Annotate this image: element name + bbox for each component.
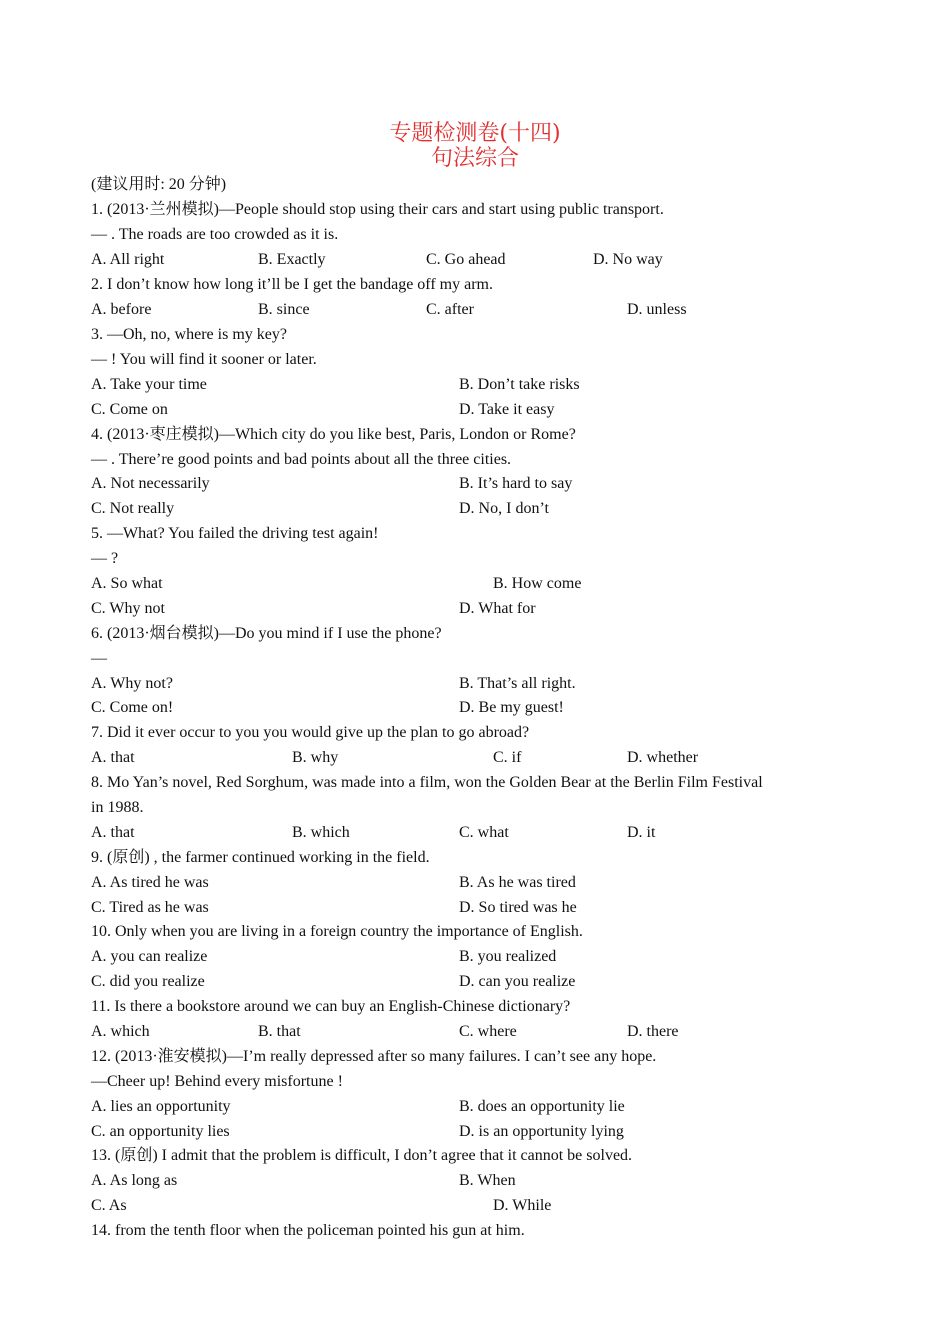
q9-option-d[interactable]: D. So tired was he bbox=[459, 899, 577, 916]
page-title: 专题检测卷(十四) bbox=[389, 121, 561, 146]
q7-option-b[interactable]: B. why bbox=[292, 749, 339, 766]
q11-option-d[interactable]: D. there bbox=[627, 1023, 679, 1040]
q10-option-a[interactable]: A. you can realize bbox=[91, 948, 208, 965]
q11-option-b[interactable]: B. that bbox=[258, 1023, 301, 1040]
q13-option-a[interactable]: A. As long as bbox=[91, 1172, 178, 1189]
q8-stem: 8. Mo Yan’s novel, Red Sorghum, was made into a film, won the Golden Bear at the Berlin Film Festival bbox=[91, 774, 763, 791]
q6-reply: — bbox=[91, 650, 107, 667]
q8-option-c[interactable]: C. what bbox=[459, 824, 509, 841]
q3-reply: — ! You will find it sooner or later. bbox=[91, 351, 317, 368]
q9-option-c[interactable]: C. Tired as he was bbox=[91, 899, 209, 916]
q8-option-b[interactable]: B. which bbox=[292, 824, 350, 841]
q2-stem: 2. I don’t know how long it’ll be I get the bandage off my arm. bbox=[91, 276, 493, 293]
q4-reply: — . There’re good points and bad points about all the three cities. bbox=[91, 451, 512, 468]
q4-option-c[interactable]: C. Not really bbox=[91, 500, 175, 517]
time-note: (建议用时: 20 分钟) bbox=[91, 176, 227, 193]
q4-option-b[interactable]: B. It’s hard to say bbox=[459, 475, 573, 492]
q12-stem: 12. (2013·淮安模拟)—I’m really depressed after so many failures. I can’t see any hope. bbox=[91, 1048, 657, 1065]
q7-option-d[interactable]: D. whether bbox=[627, 749, 699, 766]
q12-option-a[interactable]: A. lies an opportunity bbox=[91, 1098, 231, 1115]
q3-option-d[interactable]: D. Take it easy bbox=[459, 401, 555, 418]
q1-option-c[interactable]: C. Go ahead bbox=[426, 251, 506, 268]
q5-option-a[interactable]: A. So what bbox=[91, 575, 163, 592]
q13-option-b[interactable]: B. When bbox=[459, 1172, 516, 1189]
q8-stem-cont: in 1988. bbox=[91, 799, 144, 816]
q7-option-a[interactable]: A. that bbox=[91, 749, 135, 766]
q4-option-d[interactable]: D. No, I don’t bbox=[459, 500, 549, 517]
q2-option-a[interactable]: A. before bbox=[91, 301, 152, 318]
q2-option-b[interactable]: B. since bbox=[258, 301, 310, 318]
q1-option-a[interactable]: A. All right bbox=[91, 251, 165, 268]
q2-option-d[interactable]: D. unless bbox=[627, 301, 687, 318]
q7-stem: 7. Did it ever occur to you you would give up the plan to go abroad? bbox=[91, 724, 530, 741]
q10-stem: 10. Only when you are living in a foreign country the importance of English. bbox=[91, 923, 583, 940]
q12-reply: —Cheer up! Behind every misfortune ! bbox=[91, 1073, 343, 1090]
q12-option-b[interactable]: B. does an opportunity lie bbox=[459, 1098, 625, 1115]
q2-option-c[interactable]: C. after bbox=[426, 301, 474, 318]
q3-option-c[interactable]: C. Come on bbox=[91, 401, 168, 418]
q3-option-a[interactable]: A. Take your time bbox=[91, 376, 207, 393]
q9-stem: 9. (原创) , the farmer continued working in the field. bbox=[91, 849, 430, 866]
q4-stem: 4. (2013·枣庄模拟)—Which city do you like best, Paris, London or Rome? bbox=[91, 426, 576, 443]
q5-option-d[interactable]: D. What for bbox=[459, 600, 536, 617]
q13-stem: 13. (原创) I admit that the problem is difficult, I don’t agree that it cannot be solved. bbox=[91, 1147, 633, 1164]
page-subtitle: 句法综合 bbox=[430, 146, 519, 171]
q4-option-a[interactable]: A. Not necessarily bbox=[91, 475, 210, 492]
q11-option-a[interactable]: A. which bbox=[91, 1023, 150, 1040]
q11-option-c[interactable]: C. where bbox=[459, 1023, 517, 1040]
q14-stem: 14. from the tenth floor when the policeman pointed his gun at him. bbox=[91, 1222, 525, 1239]
q5-stem: 5. —What? You failed the driving test again! bbox=[91, 525, 379, 542]
q3-option-b[interactable]: B. Don’t take risks bbox=[459, 376, 580, 393]
q5-reply: — ? bbox=[91, 550, 119, 567]
q1-reply: — . The roads are too crowded as it is. bbox=[91, 226, 339, 243]
q12-option-c[interactable]: C. an opportunity lies bbox=[91, 1123, 230, 1140]
q9-option-b[interactable]: B. As he was tired bbox=[459, 874, 576, 891]
q8-option-d[interactable]: D. it bbox=[627, 824, 656, 841]
q6-option-d[interactable]: D. Be my guest! bbox=[459, 699, 564, 716]
q1-stem: 1. (2013·兰州模拟)—People should stop using their cars and start using public transport. bbox=[91, 201, 664, 218]
q3-stem: 3. —Oh, no, where is my key? bbox=[91, 326, 287, 343]
q10-option-c[interactable]: C. did you realize bbox=[91, 973, 205, 990]
q12-option-d[interactable]: D. is an opportunity lying bbox=[459, 1123, 624, 1140]
q1-option-b[interactable]: B. Exactly bbox=[258, 251, 326, 268]
q13-option-c[interactable]: C. As bbox=[91, 1197, 127, 1214]
q5-option-c[interactable]: C. Why not bbox=[91, 600, 165, 617]
q10-option-b[interactable]: B. you realized bbox=[459, 948, 557, 965]
q9-option-a[interactable]: A. As tired he was bbox=[91, 874, 209, 891]
q10-option-d[interactable]: D. can you realize bbox=[459, 973, 576, 990]
q6-option-b[interactable]: B. That’s all right. bbox=[459, 675, 576, 692]
q1-option-d[interactable]: D. No way bbox=[593, 251, 663, 268]
q11-stem: 11. Is there a bookstore around we can buy an English-Chinese dictionary? bbox=[91, 998, 571, 1015]
q5-option-b[interactable]: B. How come bbox=[493, 575, 582, 592]
q7-option-c[interactable]: C. if bbox=[493, 749, 522, 766]
q6-option-a[interactable]: A. Why not? bbox=[91, 675, 173, 692]
q8-option-a[interactable]: A. that bbox=[91, 824, 135, 841]
q13-option-d[interactable]: D. While bbox=[493, 1197, 552, 1214]
q6-option-c[interactable]: C. Come on! bbox=[91, 699, 174, 716]
q6-stem: 6. (2013·烟台模拟)—Do you mind if I use the phone? bbox=[91, 625, 442, 642]
